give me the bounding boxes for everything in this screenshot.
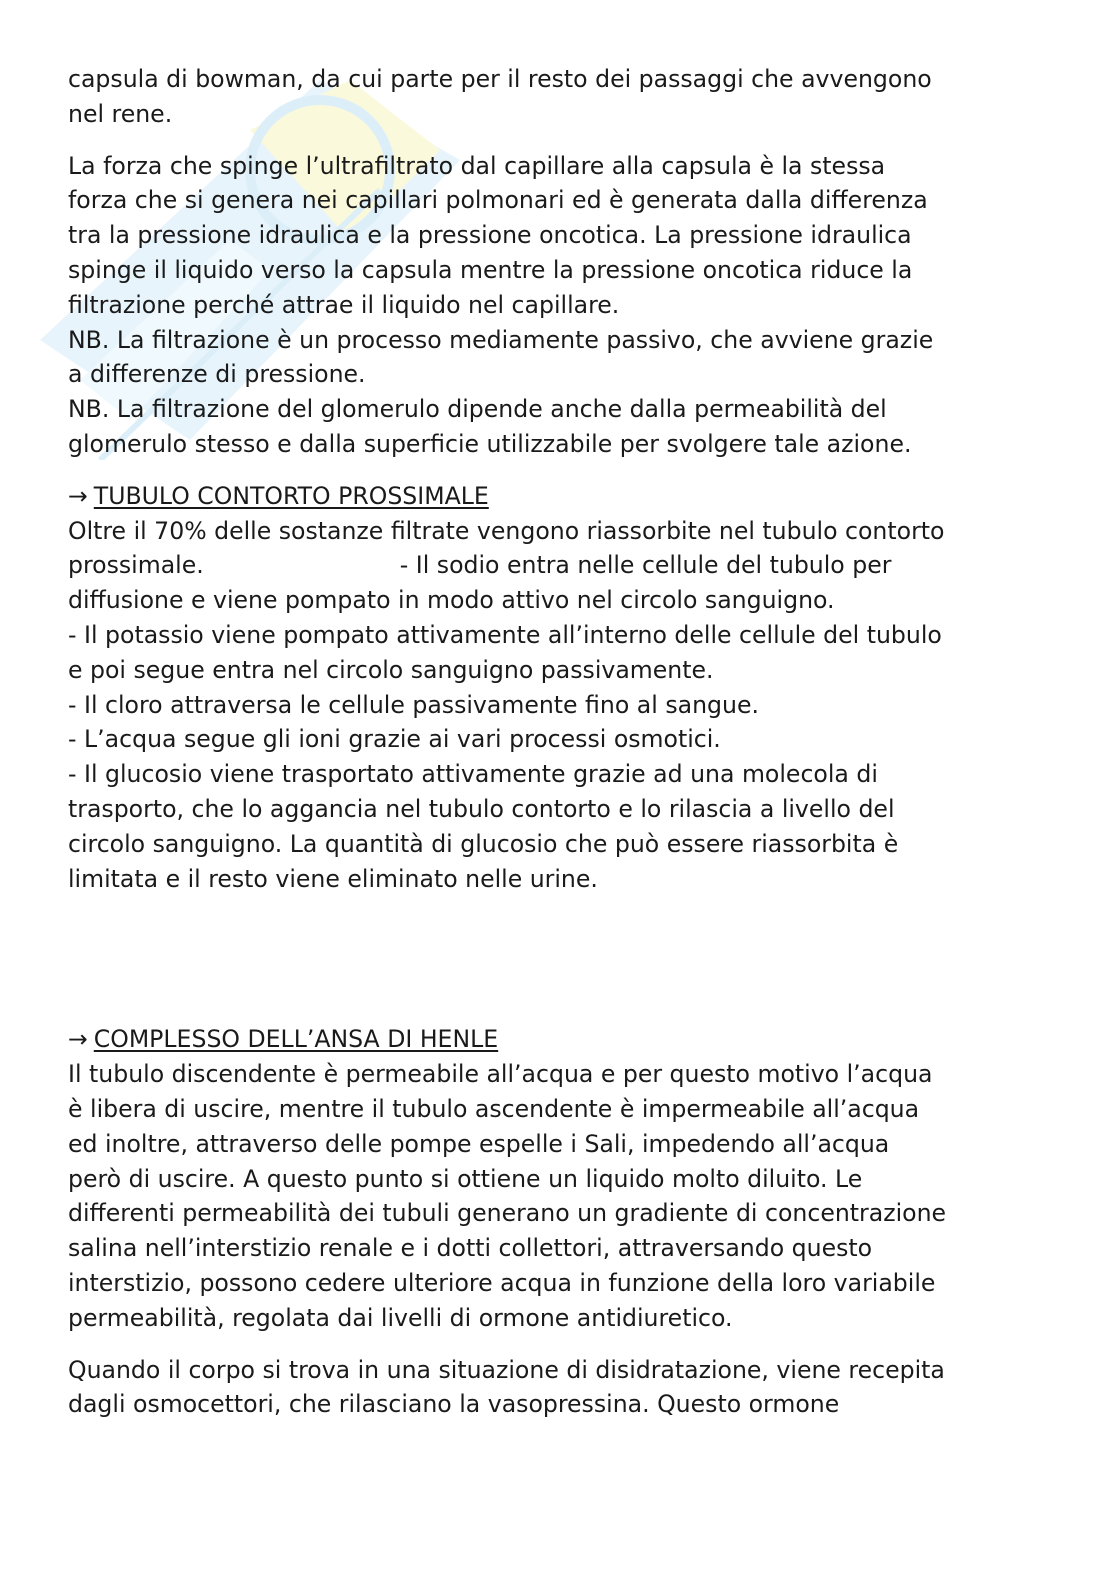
paragraph-disidratazione: Quando il corpo si trova in una situazione di disidratazione, viene recepita dagli osmocettori, che rilasciano la vasopressina. Questo ormone: [68, 1355, 945, 1419]
arrow-right-icon: →: [68, 481, 88, 510]
paragraph-tubulo: Oltre il 70% delle sostanze filtrate vengono riassorbite nel tubulo contorto prossimale. - Il sodio entra nelle cellule del tubulo per diffusione e viene pompato in modo attivo nel circolo sanguigno. - Il potassio viene pompato attivamente all’interno delle cellule del tubulo e poi segue entra nel circolo sanguigno passivamente. - Il cloro attraversa le cellule passivamente fino al sangue. - L’acqua segue gli ioni grazie ai vari processi osmotici. - Il glucosio viene trasportato attivamente grazie ad una molecola di trasporto, che lo aggancia nel tubulo contorto e lo rilascia a livello del circolo sanguigno. La quantità di glucosio che può essere riassorbita è limitata e il resto viene eliminato nelle urine.: [68, 516, 945, 893]
section-heading-tubulo: [68, 479, 1048, 514]
section-title: COMPLESSO DELL’ANSA DI HENLE: [93, 1025, 499, 1054]
section-heading-henle: [68, 1022, 1048, 1057]
arrow-right-icon: →: [68, 1025, 88, 1054]
document-page: [68, 62, 1048, 1422]
paragraph-intro: capsula di bowman, da cui parte per il resto dei passaggi che avvengono nel rene.: [68, 65, 932, 128]
section-title: TUBULO CONTORTO PROSSIMALE: [93, 481, 489, 510]
paragraph-filtration: La forza che spinge l’ultrafiltrato dal capillare alla capsula è la stessa forza che si genera nei capillari polmonari ed è generata dalla differenza tra la pressione idraulica e la pressione oncotica. La pressione idraulica spinge il liquido verso la capsula mentre la pressione oncotica riduce la filtrazione perché attrae il liquido nel capillare. NB. La filtrazione è un processo mediamente passivo, che avviene grazie a differenze di pressione. NB. La filtrazione del glomerulo dipende anche dalla permeabilità del glomerulo stesso e dalla superficie utilizzabile per svolgere tale azione.: [68, 151, 934, 458]
paragraph-henle: Il tubulo discendente è permeabile all’acqua e per questo motivo l’acqua è libera di uscire, mentre il tubulo ascendente è impermeabile all’acqua ed inoltre, attraverso delle pompe espelle i Sali, impedendo all’acqua però di uscire. A questo punto si ottiene un liquido molto diluito. Le differenti permeabilità dei tubuli generano un gradiente di concentrazione salina nell’interstizio renale e i dotti collettori, attraversando questo interstizio, possono cedere ulteriore acqua in funzione della loro variabile permeabilità, regolata dai livelli di ormone antidiuretico.: [68, 1060, 947, 1332]
